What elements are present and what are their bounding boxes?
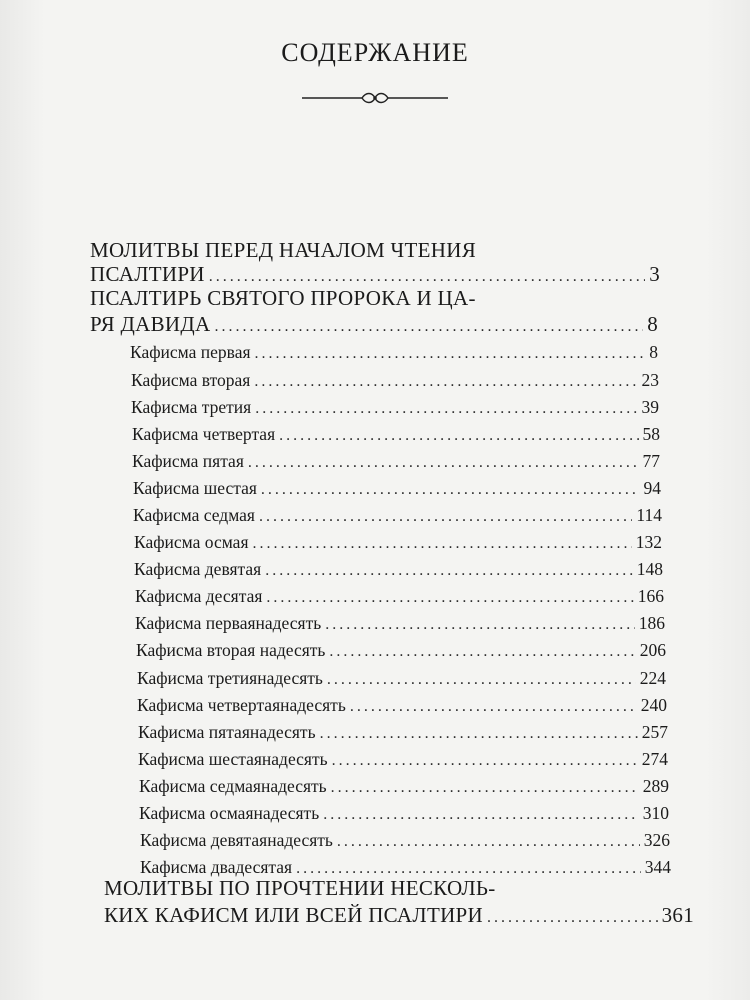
toc-entry[interactable] <box>132 451 660 472</box>
toc-entry-title: Кафисма третиянадесять <box>137 668 323 688</box>
toc-section-entry[interactable] <box>90 262 660 287</box>
toc-entry[interactable] <box>133 505 662 526</box>
dot-leader <box>261 481 640 499</box>
toc-page-number: 274 <box>641 749 668 769</box>
dot-leader <box>253 535 632 553</box>
toc-entry[interactable] <box>137 695 667 716</box>
toc-entry-title: Кафисма седмая <box>133 505 255 525</box>
toc-page-number: 23 <box>641 370 659 390</box>
toc-entry[interactable] <box>131 397 659 418</box>
toc-entry-title: Кафисма девятаянадесять <box>140 830 333 850</box>
dot-leader <box>337 833 640 851</box>
toc-page-number: 224 <box>639 668 666 688</box>
dot-leader <box>255 400 637 418</box>
dot-leader <box>265 562 633 580</box>
toc-section-title: ПСАЛТИРИ <box>90 262 205 286</box>
toc-entry[interactable] <box>135 586 664 607</box>
dot-leader <box>325 616 635 634</box>
toc-page-number: 326 <box>643 830 670 850</box>
dot-leader <box>331 779 639 797</box>
toc-entry-title: Кафисма первая <box>130 342 251 362</box>
toc-page-number: 39 <box>641 397 659 417</box>
toc-section-entry[interactable] <box>90 312 658 337</box>
toc-entry-title: Кафисма пятая <box>132 451 244 471</box>
toc-page-number: 114 <box>636 505 662 525</box>
toc-page-number: 310 <box>642 803 669 823</box>
dot-leader <box>329 643 635 661</box>
dot-leader <box>266 589 633 607</box>
toc-entry-title: Кафисма четвертая <box>132 424 276 444</box>
toc-entry-title: Кафисма осмая <box>134 532 249 552</box>
toc-page-number: 77 <box>642 451 660 471</box>
dot-leader <box>323 806 639 824</box>
toc-entry[interactable] <box>135 613 665 634</box>
toc-section-line: МОЛИТВЫ ПЕРЕД НАЧАЛОМ ЧТЕНИЯ <box>90 238 476 262</box>
toc-page-number: 3 <box>649 262 660 286</box>
toc-entry-title: Кафисма пятаянадесять <box>138 722 316 742</box>
toc-entry-title: Кафисма перваянадесять <box>135 613 322 633</box>
dot-leader <box>254 373 637 391</box>
dot-leader <box>209 268 645 286</box>
toc-entry[interactable] <box>133 478 661 499</box>
toc-page-number: 257 <box>641 722 668 742</box>
toc-entry-title: Кафисма шестая <box>133 478 257 498</box>
toc-entry[interactable] <box>140 830 670 851</box>
toc-entry[interactable] <box>139 803 669 824</box>
toc-page-number: 166 <box>637 586 664 606</box>
toc-page-number: 289 <box>642 776 669 796</box>
dot-leader <box>248 454 639 472</box>
toc-entry-title: Кафисма девятая <box>134 559 262 579</box>
toc-page-number: 206 <box>639 640 666 660</box>
toc-page-number: 58 <box>642 424 660 444</box>
toc-page-number: 148 <box>636 559 663 579</box>
toc-page-number: 94 <box>643 478 661 498</box>
toc-entry-title: Кафисма двадесятая <box>140 857 293 877</box>
toc-entry-title: Кафисма осмаянадесять <box>139 803 320 823</box>
toc-entry[interactable] <box>138 749 668 770</box>
toc-entry-title: Кафисма десятая <box>135 586 263 606</box>
toc-entry[interactable] <box>140 857 671 878</box>
toc-entry[interactable] <box>132 424 660 445</box>
dot-leader <box>327 671 636 689</box>
toc-page-number: 8 <box>647 312 658 336</box>
toc-entry-title: Кафисма шестаянадесять <box>138 749 328 769</box>
toc-entry[interactable] <box>139 776 669 797</box>
toc-entry-title: Кафисма вторая надесять <box>136 640 326 660</box>
dot-leader <box>255 345 646 363</box>
toc-entry-title: Кафисма четвертаянадесять <box>137 695 346 715</box>
toc-page-number: 132 <box>635 532 662 552</box>
toc-entry[interactable] <box>134 532 662 553</box>
dot-leader <box>487 909 658 927</box>
toc-entry-title: Кафисма вторая <box>131 370 251 390</box>
toc-page-number: 344 <box>644 857 671 877</box>
toc-page-number: 361 <box>661 903 694 927</box>
toc-entry[interactable] <box>130 342 658 363</box>
toc-entry[interactable] <box>131 370 659 391</box>
dot-leader <box>320 725 638 743</box>
page-title: СОДЕРЖАНИЕ <box>281 38 469 67</box>
toc-page-number: 8 <box>649 342 658 362</box>
dot-leader <box>350 698 637 716</box>
toc-entry-title: Кафисма третия <box>131 397 252 417</box>
toc-section-entry[interactable] <box>104 903 694 928</box>
dot-leader <box>279 427 638 445</box>
toc-entry[interactable] <box>137 668 666 689</box>
dot-leader <box>332 752 638 770</box>
toc-section-title: РЯ ДАВИДА <box>90 312 211 336</box>
toc-section-title: КИХ КАФИСМ ИЛИ ВСЕЙ ПСАЛТИРИ <box>104 903 483 927</box>
toc-section-line: МОЛИТВЫ ПО ПРОЧТЕНИИ НЕСКОЛЬ- <box>104 876 496 900</box>
toc-section-line: ПСАЛТИРЬ СВЯТОГО ПРОРОКА И ЦА- <box>90 286 476 310</box>
toc-entry[interactable] <box>138 722 668 743</box>
toc-entry[interactable] <box>134 559 663 580</box>
dot-leader <box>259 508 632 526</box>
toc-page-number: 186 <box>638 613 665 633</box>
toc-entry-title: Кафисма седмаянадесять <box>139 776 327 796</box>
toc-page-number: 240 <box>640 695 667 715</box>
toc-entry[interactable] <box>136 640 666 661</box>
dot-leader <box>214 318 643 336</box>
